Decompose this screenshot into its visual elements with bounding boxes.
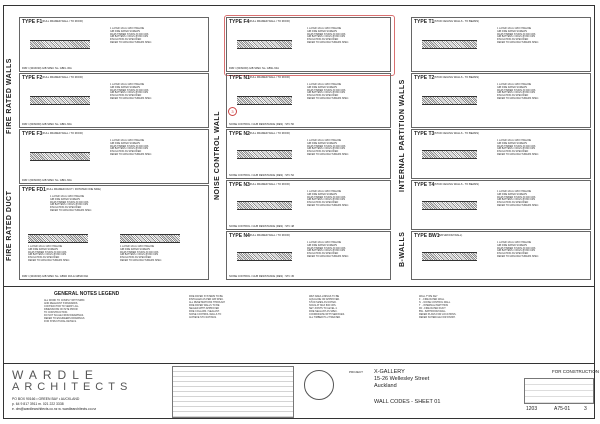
panel-title: TYPE T4 — [414, 182, 435, 188]
wall-section — [120, 234, 180, 243]
wall-section — [422, 252, 477, 261]
panel-title: TYPE T2 — [414, 75, 435, 81]
panel-title: TYPE F1 — [22, 19, 43, 25]
panel-type-t3 — [411, 129, 591, 179]
panel-notes: 1 LAYER 13mm GIB FYRELINE GIB FIRE RATED SCREWS 90x45 TIMBER STUDS @ 600 CRS GIB BATTENS / NOGS @ 800 CRS INSULATION AS SPECIFIED REFER TO MANUFACTURERS SPEC. — [497, 83, 540, 100]
panel-notes: 1 LAYER 13mm GIB FYRELINE GIB FIRE RATED SCREWS 90x45 TIMBER STUDS @ 600 CRS GIB BATTENS / NOGS @ 800 CRS INSULATION AS SPECIFIED REFER TO MANUFACTURERS SPEC. — [307, 241, 350, 258]
panel-footer: FRR / (60/60/60) GIB SPEC No. GBFL 60A — [22, 179, 72, 182]
title-block — [4, 363, 599, 419]
panel-title: TYPE F2 — [22, 75, 43, 81]
panel-subtitle: (FULL FRAMED WALL / TO ROOF) — [249, 234, 291, 237]
drawing-sheet — [3, 5, 599, 419]
panel-title: TYPE T1 — [414, 19, 435, 25]
wall-section — [422, 201, 477, 210]
panel-title: TYPE F4 — [229, 19, 250, 25]
group-label-internal-partition-walls: INTERNAL PARTITION WALLS — [399, 79, 406, 193]
firm-name-line1: WARDLE — [12, 368, 99, 382]
panel-notes: 1 LAYER 13mm GIB FYRELINE GIB FIRE RATED SCREWS 90x45 TIMBER STUDS @ 600 CRS GIB BATTENS / NOGS @ 800 CRS INSULATION AS SPECIFIED REFER TO MANUFACTURERS SPEC. — [28, 245, 71, 262]
panel-type-n2 — [226, 129, 391, 179]
panel-subtitle: (STUD CEILING WALLS - TO BEAMS) — [434, 20, 479, 23]
panel-notes: 1 LAYER 13mm GIB FYRELINE GIB FIRE RATED SCREWS 90x45 TIMBER STUDS @ 600 CRS GIB BATTENS / NOGS @ 800 CRS INSULATION AS SPECIFIED REFER TO MANUFACTURERS SPEC. — [307, 27, 350, 44]
notes-col-2: FIRE RATED SYSTEMS TO BE INSTALLED AS PER GIB SPEC. ALL PENETRATIONS THROUGH FIRE RATED WALLS TO BE SEALED WITH APPROVED FIRE COLLARS / SEALANT. NOISE CONTROL WALLS TO ACHIEVE STC RATINGS. — [189, 295, 225, 319]
wall-section — [237, 150, 292, 159]
drawing-title: WALL CODES - SHEET 01 — [374, 399, 441, 405]
project-name: X-GALLERY — [374, 369, 405, 375]
panel-subtitle: (FULL FRAMED WALL / TO ROOF) — [249, 76, 291, 79]
revision-number: 3 — [584, 406, 587, 412]
panel-subtitle: (FULL FRAMED WALL / TO ROOF) — [42, 132, 84, 135]
group-label-fire-rated-duct: FIRE RATED DUCT — [6, 190, 13, 262]
panel-notes: 1 LAYER 13mm GIB FYRELINE GIB FIRE RATED SCREWS 90x45 TIMBER STUDS @ 600 CRS GIB BATTENS / NOGS @ 800 CRS INSULATION AS SPECIFIED REFER TO MANUFACTURERS SPEC. — [307, 139, 350, 156]
panel-type-n4 — [226, 231, 391, 280]
general-notes-title: GENERAL NOTES LEGEND — [54, 291, 120, 297]
wall-section — [30, 96, 90, 105]
drawing-status: FOR CONSTRUCTION — [552, 369, 599, 374]
project-address-line2: Auckland — [374, 383, 397, 389]
project-address-line1: 15-26 Wellesley Street — [374, 376, 430, 382]
wall-section — [237, 40, 292, 49]
panel-type-fd1 — [19, 185, 209, 280]
panel-type-t2 — [411, 73, 591, 128]
company-logo — [304, 370, 334, 400]
panel-subtitle: (FULL FRAMED WALL / TO ROOF) — [249, 183, 291, 186]
panel-type-f3 — [19, 129, 209, 184]
panel-title: TYPE N2 — [229, 131, 250, 137]
panel-subtitle: (FULL FRAMED DUCT / ROTATED ONE SIDE) — [46, 188, 101, 191]
panel-footer: NOISE CONTROL / GUB RESISTANCE (RES) : STC 50 — [229, 123, 294, 126]
panel-subtitle: (STUD CEILING WALLS - TO BEAMS) — [434, 132, 479, 135]
title-info-table — [524, 378, 594, 404]
wall-section — [422, 96, 477, 105]
revision-table — [172, 366, 294, 418]
wall-section — [237, 201, 292, 210]
panel-title: TYPE N1 — [229, 75, 250, 81]
notes-col-3: WET AREA LININGS TO BE AQUALINE OR APPROVED. STUD SIZES AS NOTED. NOGS AT MAX 800 CRS. SET JOINTS TO LEVEL 4. FIRE SEALANT AS SPEC. COORDINATE WITH SERVICES. ALL TIMBER H1.2 TREATED. — [309, 295, 345, 319]
panel-subtitle: (STUD CEILING WALLS - TO BEAMS) — [434, 76, 479, 79]
wall-section — [28, 234, 88, 243]
group-label-noise-control-wall: NOISE CONTROL WALL — [214, 111, 221, 201]
wall-section — [30, 152, 90, 161]
panel-notes: 1 LAYER 13mm GIB FYRELINE GIB FIRE RATED SCREWS 90x45 TIMBER STUDS @ 600 CRS GIB BATTENS / NOGS @ 800 CRS INSULATION AS SPECIFIED REFER TO MANUFACTURERS SPEC. — [307, 83, 350, 100]
firm-phone: p. 64 9 817 3911 m. 021 222 3338 — [12, 402, 64, 406]
panel-subtitle: (FULL FRAMED WALL / TO ROOF) — [249, 20, 291, 23]
panel-notes: 1 LAYER 13mm GIB FYRELINE GIB FIRE RATED SCREWS 90x45 TIMBER STUDS @ 600 CRS GIB BATTENS / NOGS @ 800 CRS INSULATION AS SPECIFIED REFER TO MANUFACTURERS SPEC. — [110, 139, 153, 156]
panel-type-n1 — [226, 73, 391, 128]
panel-notes: 1 LAYER 13mm GIB FYRELINE GIB FIRE RATED SCREWS 90x45 TIMBER STUDS @ 600 CRS GIB BATTENS / NOGS @ 800 CRS INSULATION AS SPECIFIED REFER TO MANUFACTURERS SPEC. — [110, 27, 153, 44]
panel-title: TYPE N4 — [229, 233, 250, 239]
panel-notes: 1 LAYER 13mm GIB FYRELINE GIB FIRE RATED SCREWS 90x45 TIMBER STUDS @ 600 CRS GIB BATTENS / NOGS @ 800 CRS INSULATION AS SPECIFIED REFER TO MANUFACTURERS SPEC. — [307, 190, 350, 207]
sheet-number: A75-01 — [554, 406, 571, 412]
panel-footer: FRR / (60/60/60) GIB SPEC No. GBSL 60A — [229, 67, 279, 70]
wall-section — [237, 252, 292, 261]
panel-notes: 1 LAYER 13mm GIB FYRELINE GIB FIRE RATED SCREWS 90x45 TIMBER STUDS @ 600 CRS GIB BATTENS / NOGS @ 800 CRS INSULATION AS SPECIFIED REFER TO MANUFACTURERS SPEC. — [110, 83, 153, 100]
panel-type-f2 — [19, 73, 209, 128]
wall-section — [30, 40, 90, 49]
panel-notes: 1 LAYER 13mm GIB FYRELINE GIB FIRE RATED SCREWS 90x45 TIMBER STUDS @ 600 CRS GIB BATTENS / NOGS @ 800 CRS INSULATION AS SPECIFIED REFER TO MANUFACTURERS SPEC. — [497, 139, 540, 156]
group-label-b-walls: B-WALLS — [399, 231, 406, 267]
panel-footer: NOISE CONTROL / GUB RESISTANCE (RES) : STC 45 — [229, 275, 294, 278]
panel-footer: FRR / (60/60/60) GIB SPEC No. GBFL 60A — [22, 123, 72, 126]
panel-notes: 1 LAYER 13mm GIB FYRELINE GIB FIRE RATED SCREWS 90x45 TIMBER STUDS @ 600 CRS GIB BATTENS / NOGS @ 800 CRS INSULATION AS SPECIFIED REFER TO MANUFACTURERS SPEC. — [50, 195, 93, 212]
panel-footer: FRR / (30/30/30) GIB SPEC No. GBSD 30A & GBSD 60A — [22, 275, 89, 278]
firm-email: e. dm@wardlearchitects.co.nz w. wardlearchitects.co.nz — [12, 407, 97, 411]
wall-section — [237, 96, 292, 105]
wall-section — [422, 40, 477, 49]
panel-type-t4 — [411, 180, 591, 230]
panel-subtitle: (STUD CEILING WALLS - TO BEAMS) — [434, 183, 479, 186]
notes-col-4: WALL TYPE KEY F - FIRE RATED WALL N - NOISE CONTROL WALL T - INTERNAL PARTITION FD - FIRE RATED DUCT BW - BATHROOM WALL REFER PLANS FOR LOCATIONS. REFER SCHEDULE FOR FINISH. — [419, 295, 457, 319]
panel-title: TYPE N3 — [229, 182, 250, 188]
panel-type-t1 — [411, 17, 591, 72]
panel-subtitle: (BATHROOM WALL) — [438, 234, 463, 237]
job-number: 1203 — [526, 406, 538, 412]
panel-subtitle: (FULL FRAMED WALL / TO ROOF) — [42, 20, 84, 23]
panel-title: TYPE F3 — [22, 131, 43, 137]
project-label: PROJECT — [349, 370, 364, 374]
panel-type-bw1 — [411, 231, 591, 280]
revision-marker: 3 — [228, 107, 237, 116]
general-notes-area — [4, 286, 594, 364]
panel-notes: 1 LAYER 13mm GIB FYRELINE GIB FIRE RATED SCREWS 90x45 TIMBER STUDS @ 600 CRS GIB BATTENS / NOGS @ 800 CRS INSULATION AS SPECIFIED REFER TO MANUFACTURERS SPEC. — [120, 245, 163, 262]
panel-type-n3 — [226, 180, 391, 230]
panel-subtitle: (FULL FRAMED WALL / TO ROOF) — [249, 132, 291, 135]
panel-title: TYPE T3 — [414, 131, 435, 137]
panel-notes: 1 LAYER 13mm GIB FYRELINE GIB FIRE RATED SCREWS 90x45 TIMBER STUDS @ 600 CRS GIB BATTENS / NOGS @ 800 CRS INSULATION AS SPECIFIED REFER TO MANUFACTURERS SPEC. — [497, 190, 540, 207]
panel-title: TYPE BW1 — [414, 233, 440, 239]
panel-subtitle: (FULL FRAMED WALL / TO ROOF) — [42, 76, 84, 79]
panel-footer: FRR / (30/30/30) GIB SPEC No. GBFL 30A — [22, 67, 72, 70]
notes-col-1: ALL WORK TO COMPLY WITH NZBC AND RELEVANT STANDARDS. CONTRACTOR TO VERIFY ALL DIMENSIONS ON SITE PRIOR TO CONSTRUCTION. DO NOT SCALE FROM DRAWINGS. REFER TO ENGINEERS DRAWINGS FOR STRUCTURAL DETAILS. — [44, 299, 85, 323]
panel-notes: 1 LAYER 13mm GIB FYRELINE GIB FIRE RATED SCREWS 90x45 TIMBER STUDS @ 600 CRS GIB BATTENS / NOGS @ 800 CRS INSULATION AS SPECIFIED REFER TO MANUFACTURERS SPEC. — [497, 241, 540, 258]
group-label-fire-rated-walls: FIRE RATED WALLS — [6, 58, 13, 134]
panel-footer: NOISE CONTROL / GUB RESISTANCE (RES) : STC 52 — [229, 174, 294, 177]
panel-type-f1 — [19, 17, 209, 72]
panel-footer: NOISE CONTROL / GUB RESISTANCE (RES) : STC 48 — [229, 225, 294, 228]
firm-name-line2: ARCHITECTS — [12, 381, 133, 393]
firm-address: PO BOX 90166 • GREEN BAY • AUCKLAND — [12, 397, 80, 401]
panel-title: TYPE FD1 — [22, 187, 46, 193]
panel-type-f4 — [226, 17, 391, 72]
wall-section — [422, 150, 477, 159]
panel-notes: 1 LAYER 13mm GIB FYRELINE GIB FIRE RATED SCREWS 90x45 TIMBER STUDS @ 600 CRS GIB BATTENS / NOGS @ 800 CRS INSULATION AS SPECIFIED REFER TO MANUFACTURERS SPEC. — [497, 27, 540, 44]
